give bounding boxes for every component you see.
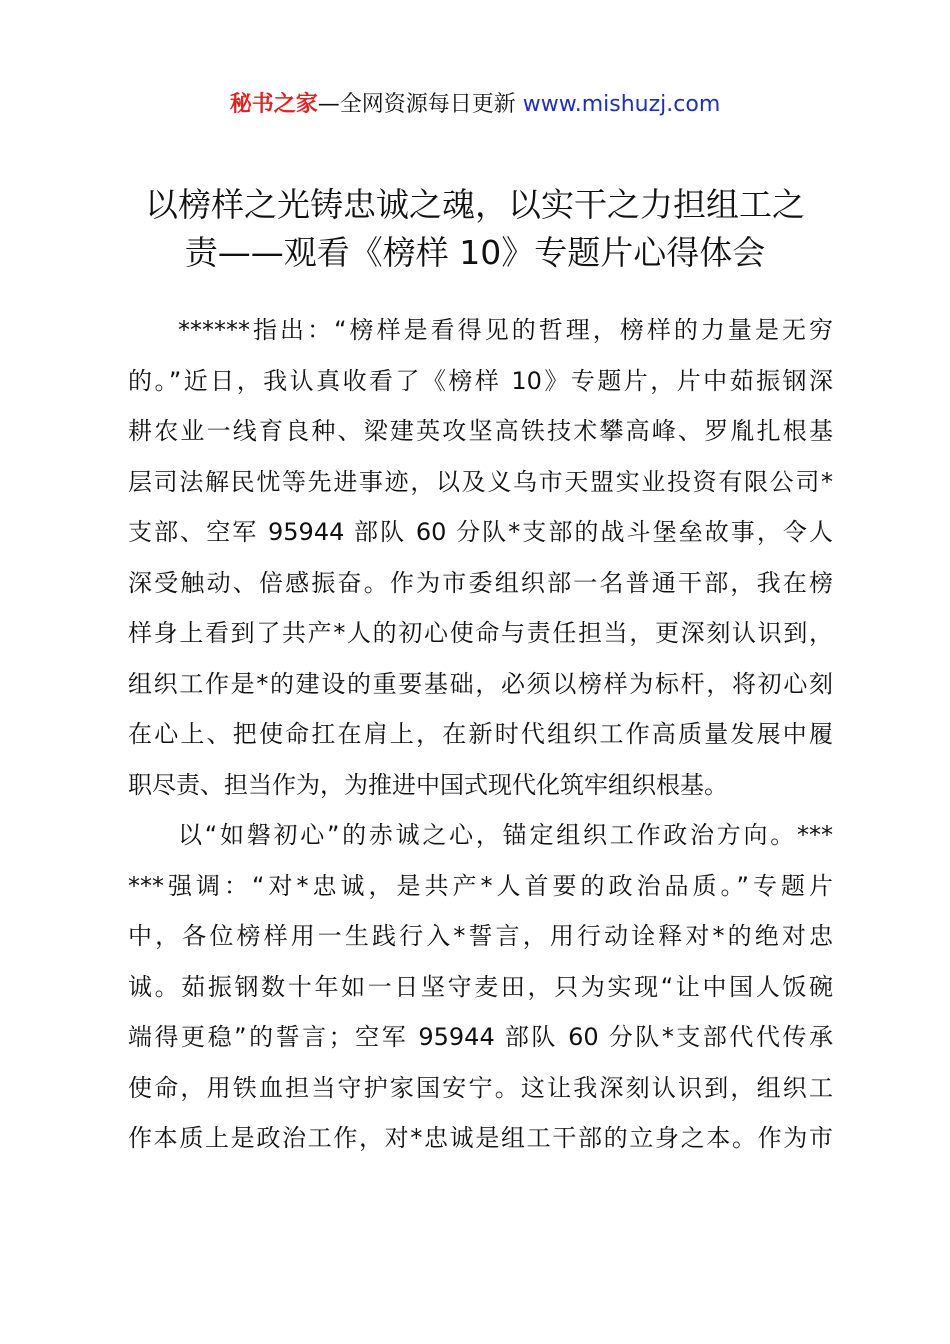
paragraph-line: 层司法解民忧等先进事迹，以及义乌市天盟实业投资有限公司* [128, 467, 833, 496]
paragraph-line: 职尽责、担当作为，为推进中国式现代化筑牢组织根基。 [128, 770, 728, 799]
document-title [100, 181, 850, 277]
paragraph-line: 深受触动、倍感振奋。作为市委组织部一名普通干部，我在榜 [128, 568, 833, 597]
paragraph-2 [128, 810, 833, 1164]
paragraph-line: 耕农业一线育良种、梁建英攻坚高铁技术攀高峰、罗胤扎根基 [128, 417, 833, 445]
site-tagline: —全网资源每日更新 [317, 92, 523, 117]
paragraph-line: 中，各位榜样用一生践行入*誓言，用行动诠释对*的绝对忠 [128, 922, 833, 950]
title-line-1: 以榜样之光铸忠诚之魂，以实干之力担组工之 [145, 185, 805, 224]
title-line-2: 责——观看《榜样 10》专题片心得体会 [184, 233, 766, 272]
paragraph-line: ******指出：“榜样是看得见的哲理，榜样的力量是无穷 [178, 316, 833, 344]
document-body [128, 305, 833, 1164]
paragraph-line: 的。”近日，我认真收看了《榜样 10》专题片，片中茹振钢深 [128, 366, 833, 395]
paragraph-line: 组织工作是*的建设的重要基础，必须以榜样为标杆，将初心刻 [128, 669, 833, 698]
site-brand: 秘书之家 [229, 92, 318, 117]
site-header [0, 88, 950, 122]
paragraph-line: 样身上看到了共产*人的初心使命与责任担当，更深刻认识到， [128, 619, 833, 647]
paragraph-1 [128, 305, 833, 810]
paragraph-line: 以“如磐初心”的赤诚之心，锚定组织工作政治方向。*** [178, 821, 833, 849]
paragraph-line: 诚。茹振钢数十年如一日坚守麦田，只为实现“让中国人饭碗 [128, 972, 833, 1001]
paragraph-line: 在心上、把使命扛在肩上，在新时代组织工作高质量发展中履 [128, 720, 833, 748]
site-url-link[interactable]: www.mishuzj.com [522, 92, 721, 117]
paragraph-line: 作本质上是政治工作，对*忠诚是组工干部的立身之本。作为市 [128, 1124, 833, 1152]
paragraph-line: 使命，用铁血担当守护家国安宁。这让我深刻认识到，组织工 [128, 1073, 833, 1102]
paragraph-line: 端得更稳”的誓言；空军 95944 部队 60 分队*支部代代传承 [128, 1023, 833, 1051]
paragraph-line: 支部、空军 95944 部队 60 分队*支部的战斗堡垒故事，令人 [128, 518, 833, 546]
paragraph-line: ***强调：“对*忠诚，是共产*人首要的政治品质。”专题片 [128, 871, 833, 900]
